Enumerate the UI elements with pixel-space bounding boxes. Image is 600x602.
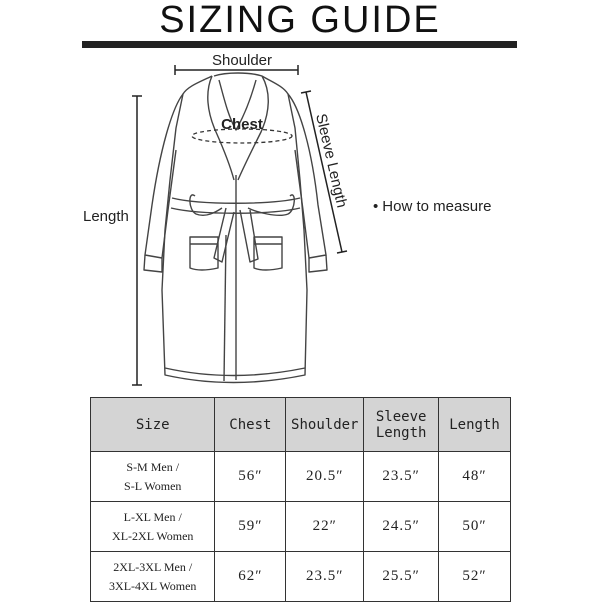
chest-cell: 62″ xyxy=(215,552,286,602)
size-women: 3XL-4XL Women xyxy=(109,578,197,593)
size-cell xyxy=(91,552,215,602)
how-to-measure-label: How to measure xyxy=(382,198,492,215)
sleeve-cell: 23.5″ xyxy=(364,452,439,502)
shoulder-cell: 22″ xyxy=(286,502,364,552)
robe-diagram xyxy=(0,48,600,393)
table-row xyxy=(91,502,511,552)
title-divider xyxy=(82,41,517,48)
chest-cell: 59″ xyxy=(215,502,286,552)
sleeve-cell: 24.5″ xyxy=(364,502,439,552)
how-to-measure-note xyxy=(373,198,491,215)
chest-cell: 56″ xyxy=(215,452,286,502)
length-cell: 50″ xyxy=(439,502,511,552)
shoulder-cell: 20.5″ xyxy=(286,452,364,502)
table-row xyxy=(91,552,511,602)
header-length: Length xyxy=(439,398,511,452)
header-sleeve-line2: Length xyxy=(375,424,427,441)
size-cell xyxy=(91,452,215,502)
length-cell: 52″ xyxy=(439,552,511,602)
header-sleeve-length xyxy=(364,398,439,452)
table-row xyxy=(91,452,511,502)
sleeve-cell: 25.5″ xyxy=(364,552,439,602)
header-sleeve-line1: Sleeve xyxy=(375,408,427,425)
robe-illustration xyxy=(0,48,600,393)
size-women: XL-2XL Women xyxy=(112,528,194,543)
table-header-row xyxy=(91,398,511,452)
size-cell xyxy=(91,502,215,552)
length-measure-line xyxy=(132,96,142,385)
header-shoulder: Shoulder xyxy=(286,398,364,452)
length-label: Length xyxy=(83,208,129,225)
sleeve-length-label: Sleeve Length xyxy=(312,112,351,210)
length-cell: 48″ xyxy=(439,452,511,502)
chest-label: Chest xyxy=(221,116,263,133)
size-men: 2XL-3XL Men / xyxy=(113,559,193,574)
header-chest: Chest xyxy=(215,398,286,452)
size-table xyxy=(90,397,511,602)
size-men: L-XL Men / xyxy=(123,509,182,524)
shoulder-cell: 23.5″ xyxy=(286,552,364,602)
header-size: Size xyxy=(91,398,215,452)
page-title: SIZING GUIDE xyxy=(159,0,441,41)
shoulder-label: Shoulder xyxy=(211,52,273,69)
size-men: S-M Men / xyxy=(126,459,180,474)
bullet-icon: • xyxy=(373,198,379,215)
size-women: S-L Women xyxy=(124,478,182,493)
